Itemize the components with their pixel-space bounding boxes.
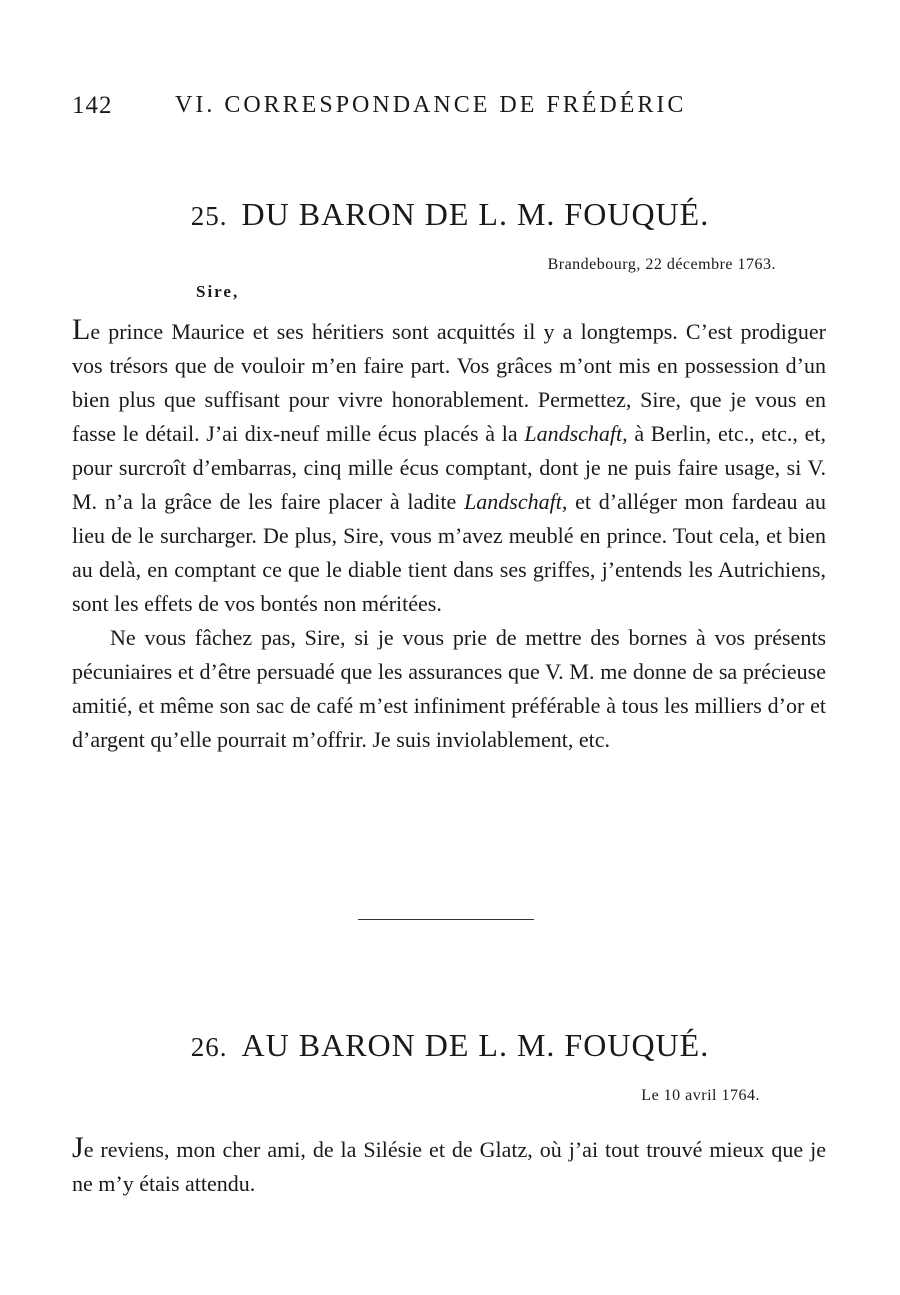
letter-title: DU BARON DE L. M. FOUQUÉ. [241,196,710,232]
letter-25-body [72,313,826,757]
letter-26-body [72,1131,826,1201]
running-title: VI. CORRESPONDANCE DE FRÉDÉRIC [175,92,687,118]
text-run: e reviens, mon cher ami, de la Silésie et de Glatz, où j’ai tout trouvé mieux que je ne m’y étais attendu. [72,1137,826,1196]
drop-capital: L [72,313,91,346]
letter-number: 26. [190,1032,228,1062]
italic-term: Landschaft, [524,421,628,446]
letter-26-heading [0,1027,900,1064]
letter-25-heading [0,196,900,233]
drop-capital: J [72,1131,84,1164]
letter-number: 25. [190,201,228,231]
letter-title: AU BARON DE L. M. FOUQUÉ. [241,1027,710,1063]
page-number: 142 [72,92,113,119]
paragraph [72,1131,826,1201]
running-head [72,92,828,128]
paragraph: Ne vous fâchez pas, Sire, si je vous prie de mettre des bornes à vos présents pécuniaires et d’être persuadé que les assurances que V. M. me donne de sa précieuse amitié, et même son sac de café m’est infiniment préférable à tous les milliers d’or et d’argent qu’elle pourrait m’offrir. Je suis inviolablement, etc. [72,625,826,752]
italic-term: Landschaft, [464,489,568,514]
letter-25-salutation: Sire, [196,282,240,301]
section-divider [358,919,534,920]
text-run: et d’alléger mon fardeau au lieu de le surcharger. De plus, Sire, vous m’avez meublé en prince. Tout cela, et bien au delà, en comptant ce que le diable tient dans ses griffes, j’entends les Autrichiens, sont les effets de vos bontés non méritées. [72,489,827,616]
paragraph [72,313,826,621]
letter-26-dateline: Le 10 avril 1764. [641,1087,760,1104]
text-run: à Berlin, etc., etc., et, pour surcroît d’embarras, cinq mille écus comptant, dont je ne puis faire usage, si V. M. n’a la grâce de les faire placer à ladite [72,421,826,514]
letter-25-dateline: Brandebourg, 22 décembre 1763. [547,256,776,273]
text-run: e prince Maurice et ses héritiers sont acquittés il y a longtemps. C’est prodiguer vos trésors que de vouloir m’en faire part. Vos grâces m’ont mis en possession d’un bien plus que suffisant pour vivre honorablement. Permettez, Sire, que je vous en fasse le détail. J’ai dix-neuf mille écus placés à la [72,319,826,446]
